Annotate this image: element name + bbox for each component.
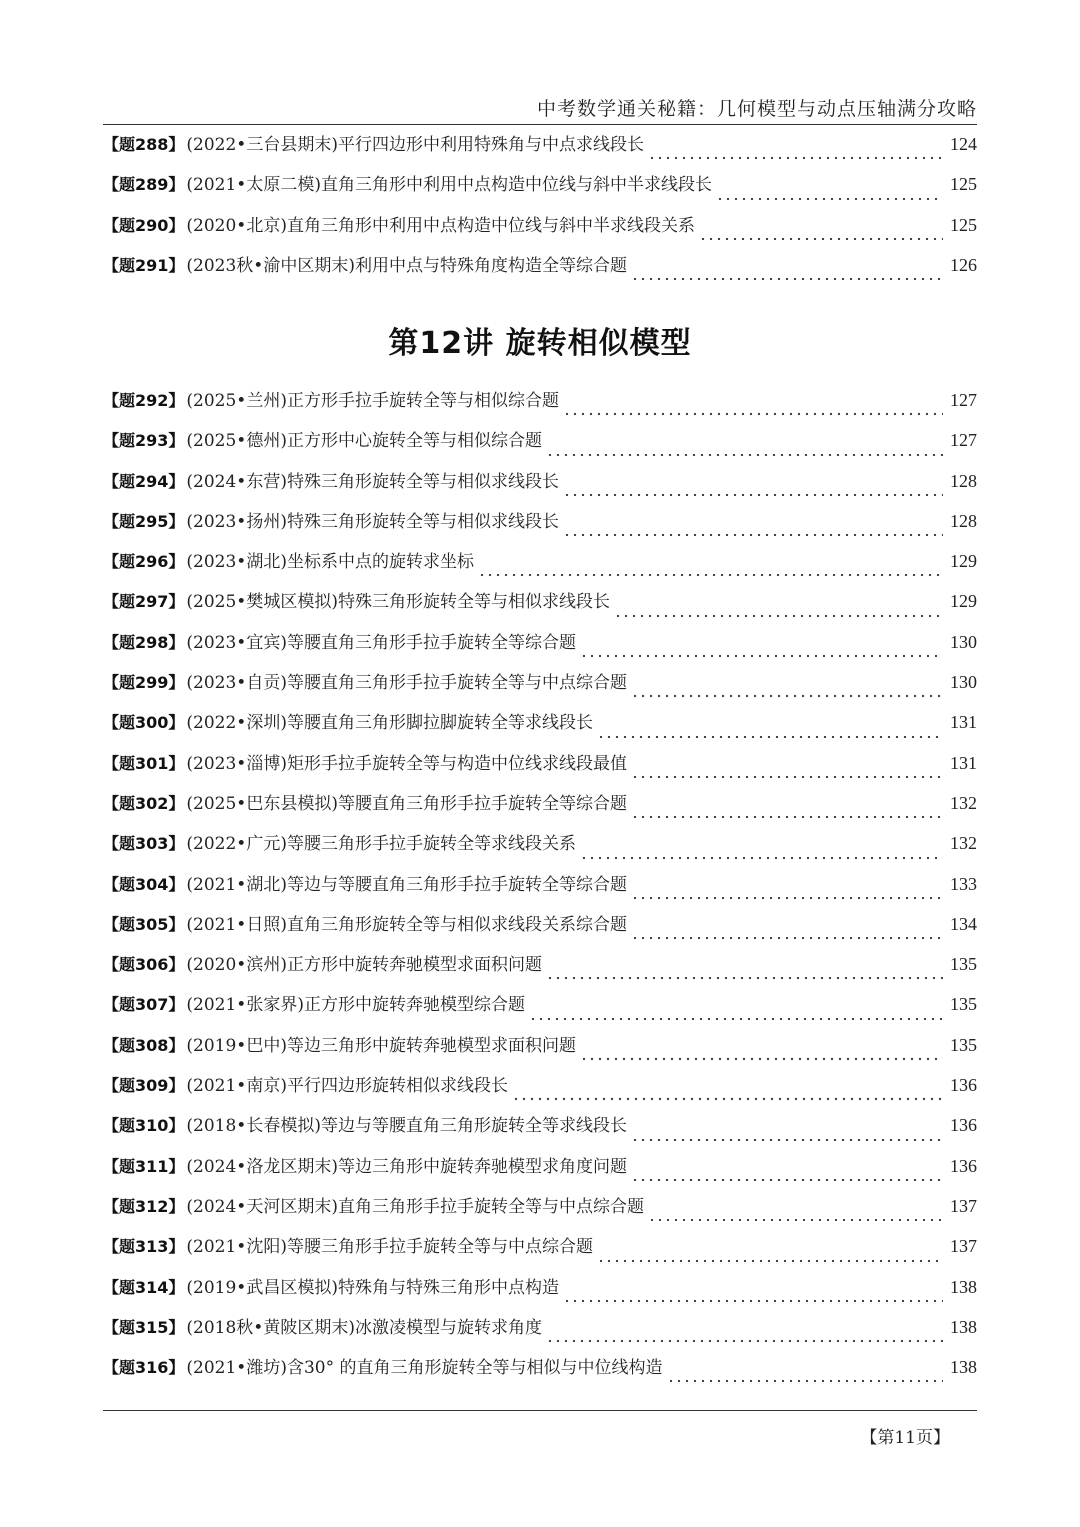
toc-entry-page: 127 bbox=[950, 430, 977, 451]
toc-entry-number: 【题300】 bbox=[103, 713, 185, 733]
toc-entry-topic: 等腰三角形手拉手旋转全等与中点综合题 bbox=[286, 1237, 593, 1258]
toc-entry-number: 【题294】 bbox=[103, 471, 185, 491]
toc-entry-topic: 等腰直角三角形手拉手旋转全等与中点综合题 bbox=[286, 673, 627, 694]
toc-leader-dots bbox=[631, 1126, 943, 1143]
toc-list-chapter bbox=[103, 386, 977, 1393]
toc-entry-number: 【题314】 bbox=[103, 1277, 185, 1297]
toc-entry-number: 【题289】 bbox=[103, 175, 185, 195]
toc-entry[interactable] bbox=[103, 1031, 977, 1071]
toc-entry-number: 【题298】 bbox=[103, 632, 185, 652]
toc-leader-dots bbox=[631, 682, 943, 699]
toc-entry-page: 125 bbox=[950, 214, 977, 235]
toc-leader-dots bbox=[546, 1327, 943, 1344]
toc-entry-number: 【题316】 bbox=[103, 1358, 185, 1378]
header-divider bbox=[103, 124, 977, 125]
toc-entry[interactable] bbox=[103, 870, 977, 910]
toc-entry-number: 【题315】 bbox=[103, 1317, 185, 1337]
toc-entry[interactable] bbox=[103, 910, 977, 950]
toc-entry-number: 【题306】 bbox=[103, 955, 185, 975]
toc-entry-source: (2023•淄博) bbox=[186, 753, 287, 774]
toc-entry-topic: 等边与等腰直角三角形旋转全等求线段长 bbox=[320, 1116, 627, 1137]
toc-entry[interactable] bbox=[103, 211, 977, 251]
toc-entry-source: (2024•洛龙区期末) bbox=[186, 1156, 338, 1177]
toc-entry-source: (2021•张家界) bbox=[186, 995, 304, 1016]
toc-entry[interactable] bbox=[103, 668, 977, 708]
toc-leader-dots bbox=[546, 441, 943, 458]
toc-entry-number: 【题293】 bbox=[103, 431, 185, 451]
toc-entry-page: 138 bbox=[950, 1316, 977, 1337]
toc-entry-topic: 含30° 的直角三角形旋转全等与相似与中位线构造 bbox=[286, 1358, 663, 1379]
toc-leader-dots bbox=[563, 400, 943, 417]
toc-entry-page: 131 bbox=[950, 752, 977, 773]
toc-entry-page: 135 bbox=[950, 954, 977, 975]
toc-entry-source: (2021•日照) bbox=[186, 914, 287, 935]
toc-entry-topic: 正方形中旋转奔驰模型综合题 bbox=[303, 995, 525, 1016]
toc-entry[interactable] bbox=[103, 789, 977, 829]
toc-entry[interactable] bbox=[103, 1111, 977, 1151]
toc-entry-topic: 正方形手拉手旋转全等与相似综合题 bbox=[286, 391, 559, 411]
toc-entry-number: 【题304】 bbox=[103, 874, 185, 894]
footer-divider bbox=[103, 1410, 977, 1411]
toc-leader-dots bbox=[631, 924, 943, 941]
toc-entry-topic: 矩形手拉手旋转全等与构造中位线求线段最值 bbox=[286, 753, 627, 774]
toc-entry-page: 136 bbox=[950, 1115, 977, 1136]
toc-entry-page: 135 bbox=[950, 994, 977, 1015]
toc-entry-page: 136 bbox=[950, 1075, 977, 1096]
toc-entry-topic: 正方形中旋转奔驰模型求面积问题 bbox=[286, 955, 542, 976]
toc-leader-dots bbox=[546, 964, 943, 981]
toc-entry-topic: 特殊三角形旋转全等与相似求线段长 bbox=[286, 511, 559, 532]
toc-entry[interactable] bbox=[103, 1071, 977, 1111]
toc-entry[interactable] bbox=[103, 829, 977, 869]
toc-entry-source: (2025•德州) bbox=[186, 431, 287, 452]
toc-leader-dots bbox=[648, 1206, 943, 1223]
toc-entry[interactable] bbox=[103, 708, 977, 748]
toc-entry-topic: 利用中点与特殊角度构造全等综合题 bbox=[354, 255, 627, 276]
toc-entry-topic: 等边三角形中旋转奔驰模型求角度问题 bbox=[337, 1156, 627, 1177]
toc-entry-topic: 平行四边形旋转相似求线段长 bbox=[286, 1076, 508, 1097]
toc-entry-page: 138 bbox=[950, 1357, 977, 1378]
page-number: 【第11页】 bbox=[860, 1428, 950, 1448]
toc-entry-number: 【题291】 bbox=[103, 255, 185, 275]
toc-entry[interactable] bbox=[103, 1152, 977, 1192]
toc-entry-topic: 等腰直角三角形脚拉脚旋转全等求线段长 bbox=[286, 713, 593, 734]
toc-entry-source: (2020•北京) bbox=[186, 215, 287, 236]
toc-entry-page: 128 bbox=[950, 470, 977, 491]
toc-entry-topic: 坐标系中点的旋转求坐标 bbox=[286, 552, 474, 573]
toc-entry-source: (2023•自贡) bbox=[186, 673, 287, 694]
toc-entry-number: 【题296】 bbox=[103, 552, 185, 572]
toc-entry[interactable] bbox=[103, 950, 977, 990]
toc-leader-dots bbox=[529, 1005, 943, 1022]
toc-entry-topic: 等腰直角三角形手拉手旋转全等综合题 bbox=[337, 793, 627, 814]
toc-entry-source: (2022•三台县期末) bbox=[186, 135, 338, 155]
toc-leader-dots bbox=[716, 185, 943, 202]
toc-entry-page: 137 bbox=[950, 1236, 977, 1257]
toc-entry-topic: 直角三角形中利用中点构造中位线与斜中半求线段关系 bbox=[286, 215, 695, 236]
toc-entry[interactable] bbox=[103, 507, 977, 547]
toc-entry-number: 【题310】 bbox=[103, 1116, 185, 1136]
toc-entry-number: 【题299】 bbox=[103, 673, 185, 693]
toc-leader-dots bbox=[631, 884, 943, 901]
toc-entry-page: 131 bbox=[950, 712, 977, 733]
toc-entry-page: 130 bbox=[950, 672, 977, 693]
toc-entry-source: (2024•天河区期末) bbox=[186, 1196, 338, 1217]
chapter-title: 第12讲 旋转相似模型 bbox=[388, 326, 692, 361]
toc-entry-number: 【题303】 bbox=[103, 834, 185, 854]
toc-leader-dots bbox=[631, 265, 943, 282]
toc-entry[interactable] bbox=[103, 1232, 977, 1272]
toc-entry-number: 【题288】 bbox=[103, 135, 185, 154]
toc-entry-source: (2018秋•黄陂区期末) bbox=[186, 1317, 355, 1338]
toc-entry[interactable] bbox=[103, 170, 977, 210]
toc-leader-dots bbox=[597, 1247, 943, 1264]
toc-entry-topic: 冰激凌模型与旋转求角度 bbox=[354, 1317, 542, 1338]
toc-leader-dots bbox=[631, 803, 943, 820]
toc-entry-number: 【题311】 bbox=[103, 1156, 185, 1176]
toc-entry-source: (2019•巴中) bbox=[186, 1035, 287, 1056]
toc-entry-page: 127 bbox=[950, 390, 977, 410]
toc-entry[interactable] bbox=[103, 1353, 977, 1393]
toc-entry[interactable] bbox=[103, 1273, 977, 1313]
toc-entry-number: 【题305】 bbox=[103, 914, 185, 934]
toc-entry-source: (2025•巴东县模拟) bbox=[186, 793, 338, 814]
toc-entry-source: (2019•武昌区模拟) bbox=[186, 1277, 338, 1298]
toc-entry-page: 136 bbox=[950, 1155, 977, 1176]
toc-entry-source: (2021•太原二模) bbox=[186, 175, 321, 196]
toc-entry-topic: 正方形中心旋转全等与相似综合题 bbox=[286, 431, 542, 452]
toc-entry-source: (2020•滨州) bbox=[186, 955, 287, 976]
toc-entry-topic: 等边与等腰直角三角形手拉手旋转全等综合题 bbox=[286, 874, 627, 895]
toc-entry-topic: 直角三角形旋转全等与相似求线段关系综合题 bbox=[286, 914, 627, 935]
toc-leader-dots bbox=[631, 763, 943, 780]
toc-entry-page: 133 bbox=[950, 873, 977, 894]
toc-entry-topic: 特殊三角形旋转全等与相似求线段长 bbox=[337, 592, 610, 613]
toc-entry-number: 【题307】 bbox=[103, 995, 185, 1015]
toc-leader-dots bbox=[580, 844, 943, 861]
toc-entry-source: (2021•湖北) bbox=[186, 874, 287, 895]
toc-leader-dots bbox=[597, 723, 943, 740]
toc-entry-topic: 直角三角形手拉手旋转全等与中点综合题 bbox=[337, 1196, 644, 1217]
toc-entry-number: 【题290】 bbox=[103, 215, 185, 235]
toc-entry[interactable] bbox=[103, 386, 977, 426]
toc-entry-source: (2023•扬州) bbox=[186, 511, 287, 532]
toc-entry-source: (2022•深圳) bbox=[186, 713, 287, 734]
toc-entry-page: 135 bbox=[950, 1034, 977, 1055]
toc-leader-dots bbox=[648, 144, 943, 161]
toc-entry-topic: 特殊角与特殊三角形中点构造 bbox=[337, 1277, 559, 1298]
toc-entry-topic: 等边三角形中旋转奔驰模型求面积问题 bbox=[286, 1035, 576, 1056]
toc-entry-number: 【题295】 bbox=[103, 511, 185, 531]
toc-entry[interactable] bbox=[103, 990, 977, 1030]
toc-entry-number: 【题297】 bbox=[103, 592, 185, 612]
toc-entry-page: 129 bbox=[950, 591, 977, 612]
toc-entry-number: 【题312】 bbox=[103, 1196, 185, 1216]
toc-entry[interactable] bbox=[103, 1192, 977, 1232]
toc-entry-page: 132 bbox=[950, 833, 977, 854]
toc-leader-dots bbox=[563, 521, 943, 538]
toc-entry-topic: 平行四边形中利用特殊角与中点求线段长 bbox=[337, 135, 644, 155]
toc-entry-number: 【题292】 bbox=[103, 391, 185, 410]
toc-entry[interactable] bbox=[103, 130, 977, 170]
toc-entry-number: 【题302】 bbox=[103, 793, 185, 813]
toc-entry-source: (2022•广元) bbox=[186, 834, 287, 855]
toc-entry-source: (2024•东营) bbox=[186, 471, 287, 492]
toc-entry[interactable] bbox=[103, 587, 977, 627]
toc-entry-page: 129 bbox=[950, 551, 977, 572]
toc-entry-page: 128 bbox=[950, 510, 977, 531]
toc-entry-source: (2025•兰州) bbox=[186, 391, 287, 411]
toc-entry-source: (2023•宜宾) bbox=[186, 632, 287, 653]
toc-entry-number: 【题308】 bbox=[103, 1035, 185, 1055]
toc-entry-source: (2023秋•渝中区期末) bbox=[186, 255, 355, 276]
toc-leader-dots bbox=[478, 561, 943, 578]
toc-leader-dots bbox=[580, 1045, 943, 1062]
toc-entry-source: (2021•沈阳) bbox=[186, 1237, 287, 1258]
toc-entry-number: 【题301】 bbox=[103, 753, 185, 773]
toc-entry-number: 【题309】 bbox=[103, 1076, 185, 1096]
toc-entry[interactable] bbox=[103, 251, 977, 291]
toc-entry-source: (2018•长春模拟) bbox=[186, 1116, 321, 1137]
toc-entry-source: (2023•湖北) bbox=[186, 552, 287, 573]
toc-leader-dots bbox=[580, 642, 943, 659]
toc-entry[interactable] bbox=[103, 547, 977, 587]
toc-leader-dots bbox=[614, 602, 943, 619]
toc-entry-page: 124 bbox=[950, 134, 977, 154]
toc-entry-page: 126 bbox=[950, 254, 977, 275]
toc-list-previous-section bbox=[103, 130, 977, 291]
toc-entry-topic: 特殊三角形旋转全等与相似求线段长 bbox=[286, 471, 559, 492]
toc-entry[interactable] bbox=[103, 426, 977, 466]
toc-entry[interactable] bbox=[103, 1313, 977, 1353]
toc-entry-page: 125 bbox=[950, 174, 977, 195]
toc-leader-dots bbox=[563, 481, 943, 498]
toc-leader-dots bbox=[631, 1166, 943, 1183]
toc-entry-source: (2021•南京) bbox=[186, 1076, 287, 1097]
toc-entry-number: 【题313】 bbox=[103, 1237, 185, 1257]
toc-entry-source: (2025•樊城区模拟) bbox=[186, 592, 338, 613]
toc-entry-page: 134 bbox=[950, 913, 977, 934]
toc-entry-page: 130 bbox=[950, 631, 977, 652]
toc-entry[interactable] bbox=[103, 749, 977, 789]
toc-leader-dots bbox=[699, 225, 943, 242]
toc-entry[interactable] bbox=[103, 628, 977, 668]
toc-entry[interactable] bbox=[103, 467, 977, 507]
toc-leader-dots bbox=[667, 1367, 943, 1384]
running-header: 中考数学通关秘籍：几何模型与动点压轴满分攻略 bbox=[536, 98, 977, 120]
toc-entry-topic: 直角三角形中利用中点构造中位线与斜中半求线段长 bbox=[320, 175, 712, 196]
toc-entry-topic: 等腰三角形手拉手旋转全等求线段关系 bbox=[286, 834, 576, 855]
toc-entry-page: 132 bbox=[950, 792, 977, 813]
toc-entry-page: 138 bbox=[950, 1276, 977, 1297]
toc-leader-dots bbox=[563, 1287, 943, 1304]
toc-entry-topic: 等腰直角三角形手拉手旋转全等综合题 bbox=[286, 632, 576, 653]
toc-entry-page: 137 bbox=[950, 1195, 977, 1216]
toc-entry-source: (2021•潍坊) bbox=[186, 1358, 287, 1379]
toc-leader-dots bbox=[512, 1085, 943, 1102]
